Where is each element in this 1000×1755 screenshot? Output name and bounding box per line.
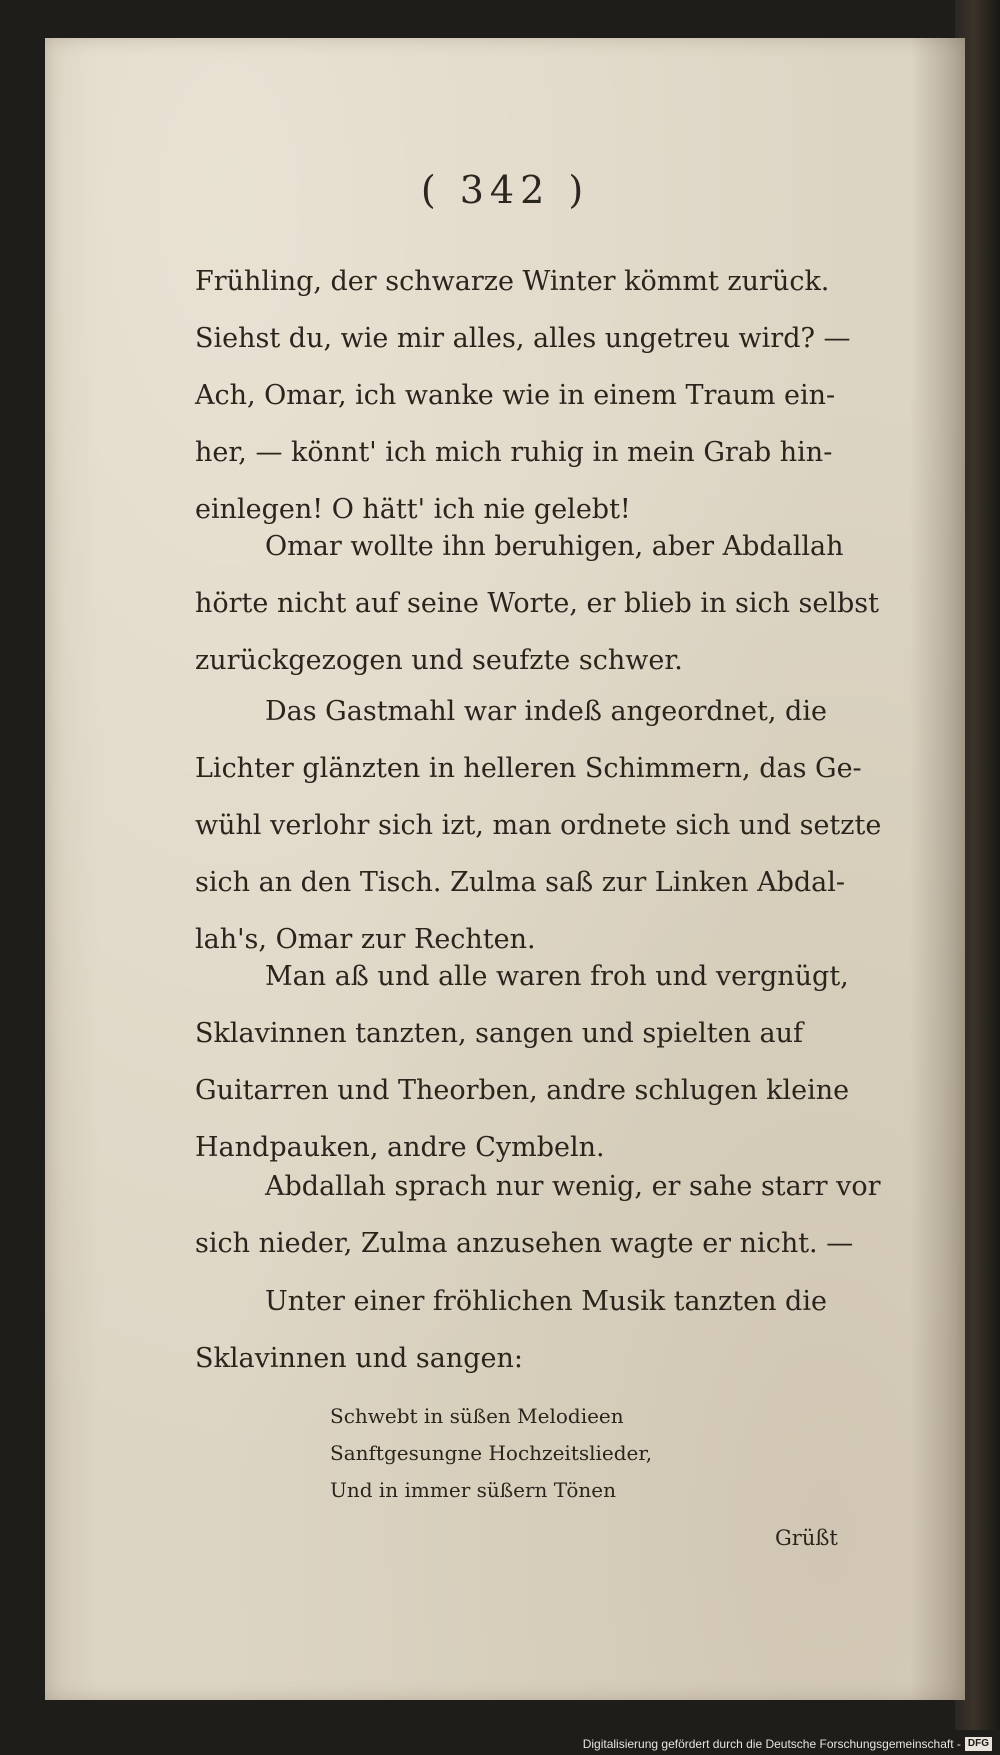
text-line: her, — könnt' ich mich ruhig in mein Grab hin- [195, 437, 833, 468]
digitization-credit [583, 1737, 992, 1751]
paragraph-4 [195, 948, 915, 1176]
text-line: Ach, Omar, ich wanke wie in einem Traum ein- [195, 380, 836, 411]
book-page [45, 38, 965, 1700]
text-line: Abdallah sprach nur wenig, er sahe starr vor [265, 1171, 881, 1202]
text-line: Das Gastmahl war indeß angeordnet, die [265, 696, 827, 727]
catchword: Grüßt [775, 1526, 838, 1550]
text-line: Sklavinnen tanzten, sangen und spielten auf [195, 1018, 804, 1049]
text-line: wühl verlohr sich izt, man ordnete sich und setzte [195, 810, 882, 841]
text-line: Sklavinnen und sangen: [195, 1343, 523, 1374]
text-line: Omar wollte ihn beruhigen, aber Abdallah [265, 531, 844, 562]
paragraph-2 [195, 518, 915, 689]
verse-line: Und in immer süßern Tönen [330, 1478, 616, 1502]
verse-line: Sanftgesungne Hochzeitslieder, [330, 1441, 653, 1465]
text-line: Lichter glänzten in helleren Schimmern, das Ge- [195, 753, 862, 784]
text-line: einlegen! O hätt' ich nie gelebt! [195, 494, 631, 525]
paragraph-3 [195, 683, 915, 968]
text-line: sich an den Tisch. Zulma saß zur Linken Abdal- [195, 867, 845, 898]
verse-block [330, 1398, 730, 1509]
dfg-logo: DFG [965, 1737, 992, 1751]
text-line: Frühling, der schwarze Winter kömmt zurück. [195, 266, 830, 297]
text-line: lah's, Omar zur Rechten. [195, 924, 536, 955]
text-line: Man aß und alle waren froh und vergnügt, [265, 961, 849, 992]
text-line: Unter einer fröhlichen Musik tanzten die [265, 1286, 827, 1317]
text-line: sich nieder, Zulma anzusehen wagte er nicht. — [195, 1228, 854, 1259]
credit-text: Digitalisierung gefördert durch die Deutsche Forschungsgemeinschaft - [582, 1737, 961, 1751]
paragraph-6 [195, 1273, 915, 1387]
text-line: zurückgezogen und seufzte schwer. [195, 645, 683, 676]
page-number: ( 342 ) [420, 168, 590, 212]
text-line: hörte nicht auf seine Worte, er blieb in sich selbst [195, 588, 880, 619]
paragraph-5 [195, 1158, 915, 1272]
paragraph-1 [195, 253, 915, 538]
verse-line: Schwebt in süßen Melodieen [330, 1404, 624, 1428]
text-line: Guitarren und Theorben, andre schlugen kleine [195, 1075, 850, 1106]
text-line: Handpauken, andre Cymbeln. [195, 1132, 605, 1163]
text-line: Siehst du, wie mir alles, alles ungetreu wird? — [195, 323, 851, 354]
